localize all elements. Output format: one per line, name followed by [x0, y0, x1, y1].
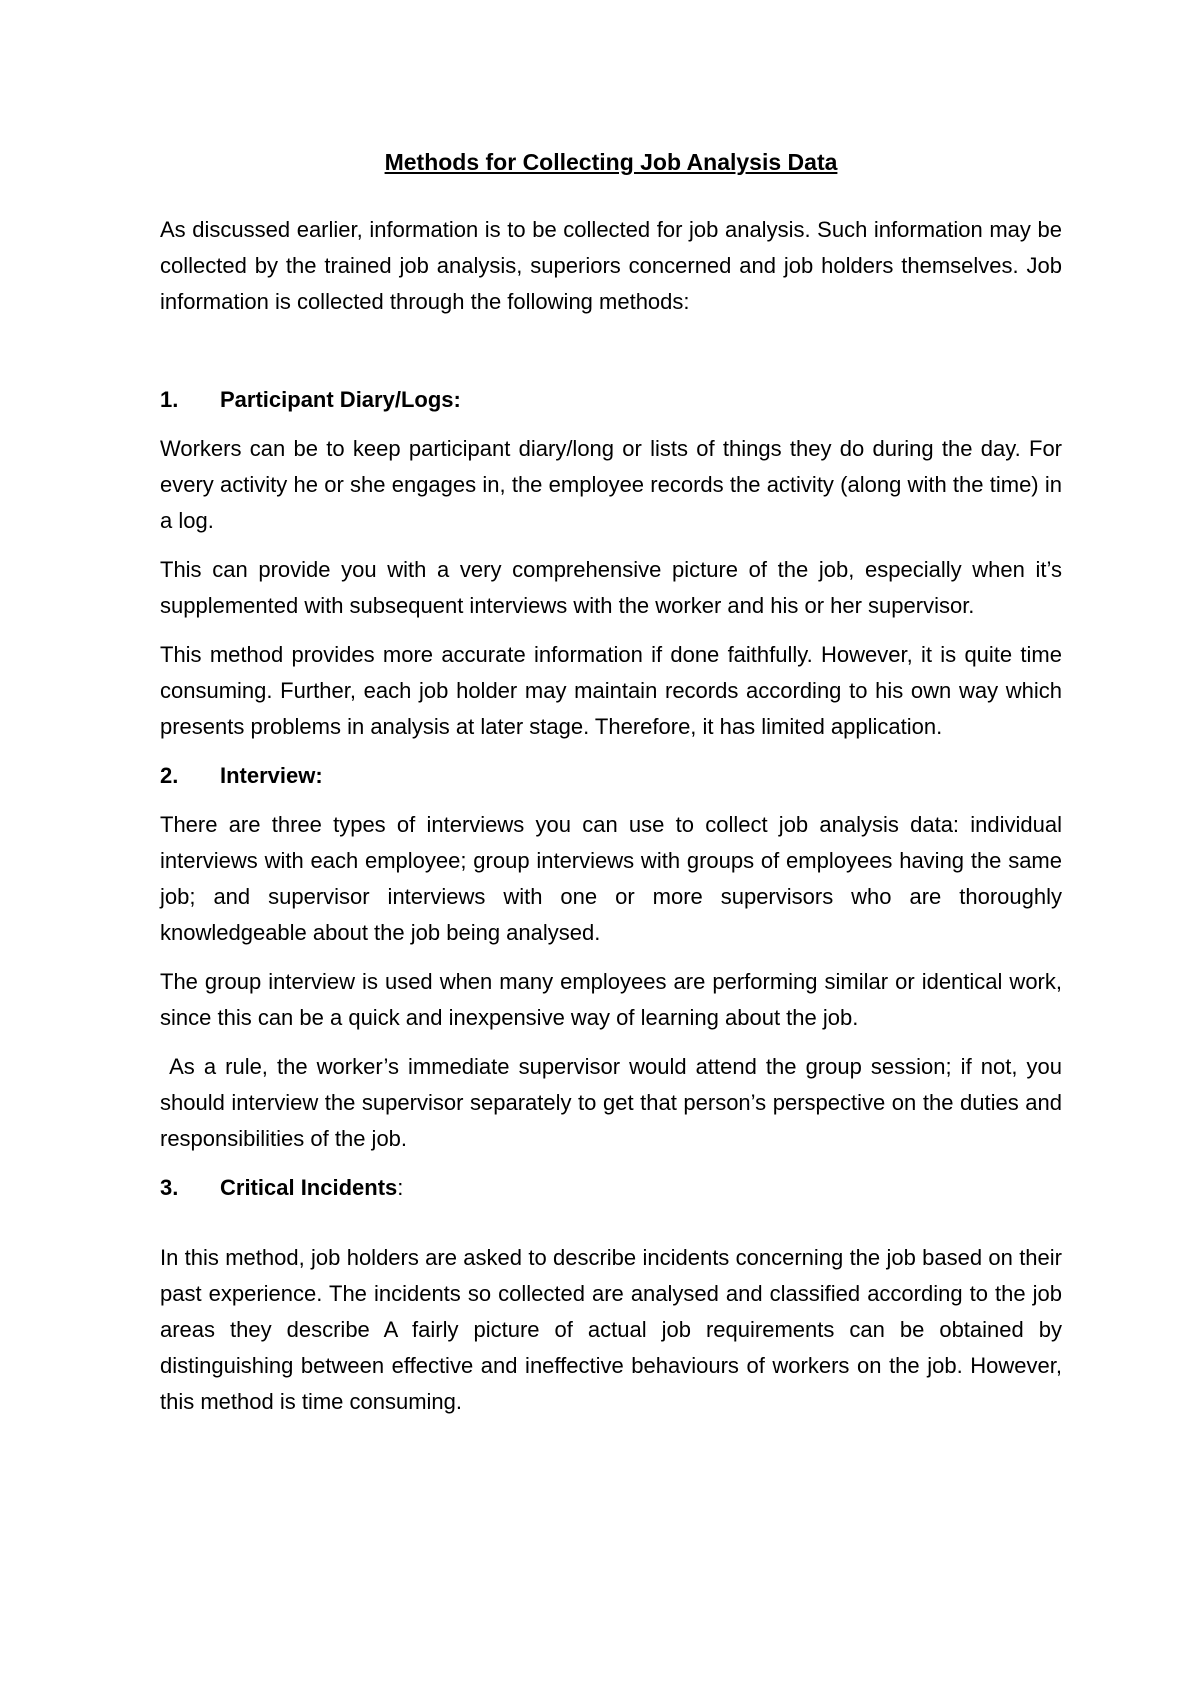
section-title: Critical Incidents	[220, 1175, 398, 1200]
section-3-paragraph-1: In this method, job holders are asked to describe incidents concerning the job based on their past experience. The incidents so collected are analysed and classified according to the job areas they describe A fairly picture of actual job requirements can be obtained by distinguishing between effective and ineffective behaviours of workers on the job. However, this method is time consuming.	[160, 1245, 1062, 1414]
section-number: 2.	[160, 763, 179, 788]
section-1-paragraph-3: This method provides more accurate information if done faithfully. However, it is quite time consuming. Further, each job holder may maintain records according to his own way which presents problems in analysis at later stage. Therefore, it has limited application.	[160, 642, 1062, 739]
page-title: Methods for Collecting Job Analysis Data	[384, 149, 838, 175]
section-2-paragraph-3: As a rule, the worker’s immediate supervisor would attend the group session; if not, you should interview the supervisor separately to get that person’s perspective on the duties and responsibilities of the job.	[160, 1054, 1069, 1151]
section-2-paragraph-1: There are three types of interviews you can use to collect job analysis data: individual interviews with each employee; group interviews with groups of employees having the same job; and supervisor interviews with one or more supervisors who are thoroughly knowledgeable about the job being analysed.	[160, 812, 1062, 945]
section-number: 3.	[160, 1175, 179, 1200]
section-1-paragraph-2: This can provide you with a very comprehensive picture of the job, especially when it’s supplemented with subsequent interviews with the worker and his or her supervisor.	[160, 557, 1062, 618]
intro-paragraph: As discussed earlier, information is to be collected for job analysis. Such information may be collected by the trained job analysis, superiors concerned and job holders themselves. Job information is collected through the following methods:	[160, 217, 1062, 314]
section-number: 1.	[160, 387, 179, 412]
section-heading-participant-diary	[160, 382, 1062, 418]
section-title-colon: :	[397, 1175, 404, 1200]
section-1-paragraph-1: Workers can be to keep participant diary/long or lists of things they do during the day. For every activity he or she engages in, the employee records the activity (along with the time) in a log.	[160, 436, 1062, 533]
section-2-paragraph-2: The group interview is used when many employees are performing similar or identical work, since this can be a quick and inexpensive way of learning about the job.	[160, 969, 1062, 1030]
section-heading-critical-incidents	[160, 1170, 1062, 1206]
section-title: Participant Diary/Logs:	[220, 387, 461, 412]
section-heading-interview	[160, 758, 1062, 794]
section-title: Interview:	[220, 763, 323, 788]
